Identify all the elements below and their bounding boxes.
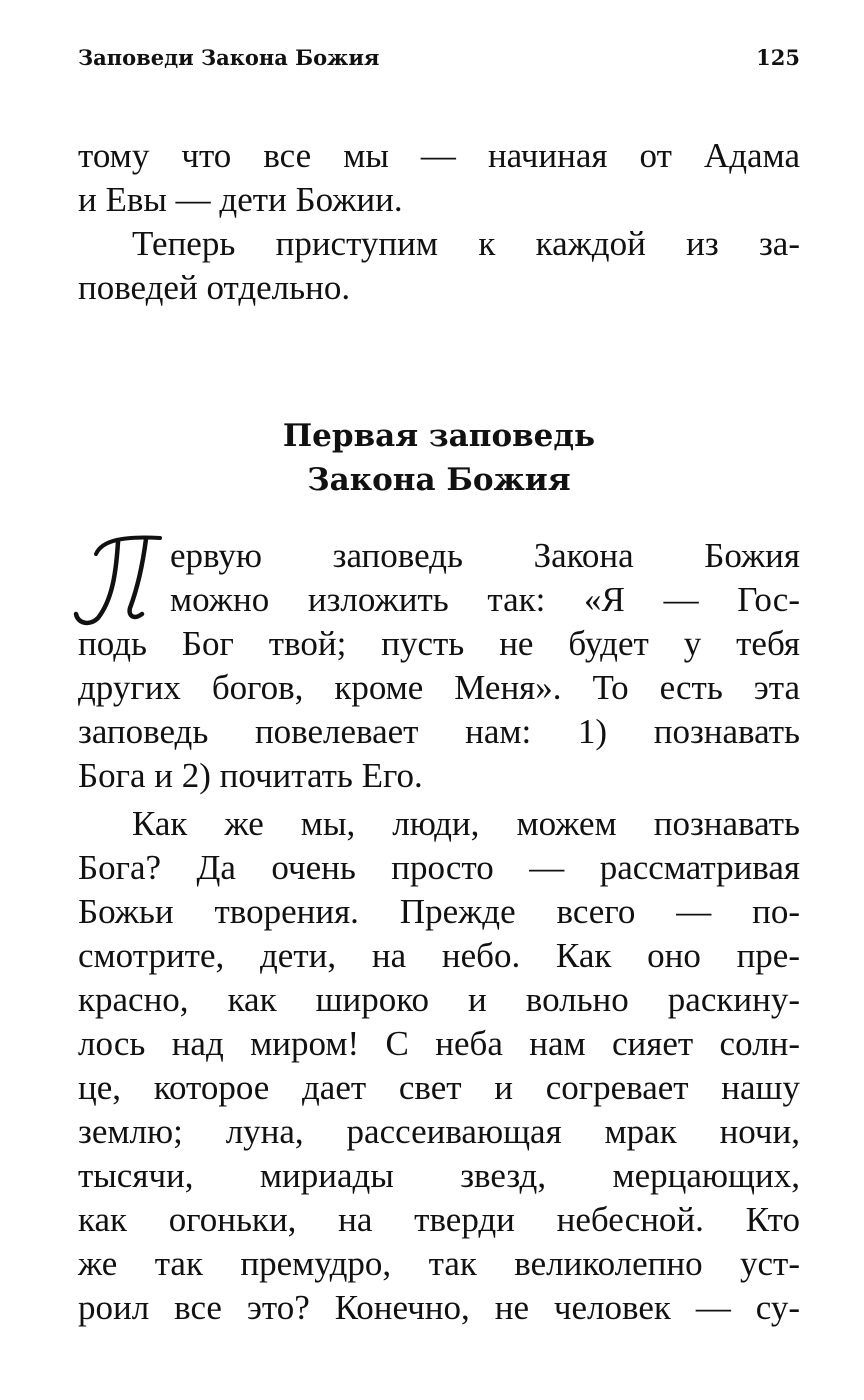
text-line: как огоньки, на тверди небесной. Кто — [78, 1200, 800, 1239]
drop-cap-letter — [72, 530, 168, 630]
text-line: подь Бог твой; пусть не будет у тебя — [78, 624, 800, 663]
text-line: заповедь повелевает нам: 1) познавать — [78, 712, 800, 751]
text-line: землю; луна, рассеивающая мрак ночи, — [78, 1112, 800, 1151]
text-line: роил все это? Конечно, не человек — су- — [78, 1288, 800, 1327]
text-line: красно, как широко и вольно раскину- — [78, 980, 800, 1019]
section-heading-line: Первая заповедь — [282, 418, 596, 454]
text-line: других богов, кроме Меня». То есть эта — [78, 668, 800, 707]
text-line: смотрите, дети, на небо. Как оно пре- — [78, 936, 800, 975]
text-line: це, которое дает свет и согревает нашу — [78, 1068, 800, 1107]
svg-text:П: П — [72, 530, 73, 531]
text-line: Божьи творения. Прежде всего — по- — [78, 892, 800, 931]
text-line: Бога? Да очень просто — рассматривая — [78, 848, 800, 887]
text-line: лось над миром! С неба нам сияет солн- — [78, 1024, 800, 1063]
text-line: Бога и 2) почитать Его. — [78, 756, 423, 795]
text-line: можно изложить так: «Я — Гос- — [170, 580, 800, 619]
text-line: поведей отдельно. — [78, 268, 351, 307]
page-number: 125 — [756, 45, 800, 70]
text-line: ервую заповедь Закона Божия — [170, 536, 800, 575]
running-head — [78, 40, 800, 76]
text-line: тысячи, мириады звезд, мерцающих, — [78, 1156, 800, 1195]
text-line: Как же мы, люди, можем познавать — [132, 804, 800, 843]
section-heading-line: Закона Божия — [307, 462, 571, 498]
running-head-title: Заповеди Закона Божия — [78, 45, 380, 70]
text-line: и Евы — дети Божии. — [78, 180, 403, 219]
text-line: Теперь приступим к каждой из за- — [132, 224, 800, 263]
text-line: тому что все мы — начиная от Адама — [78, 136, 800, 175]
text-line: же так премудро, так великолепно уст- — [78, 1244, 800, 1283]
